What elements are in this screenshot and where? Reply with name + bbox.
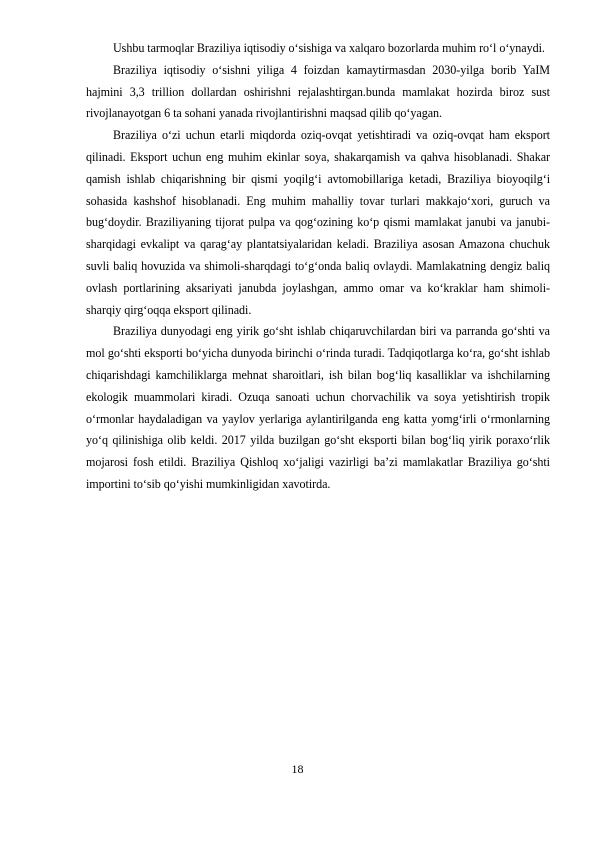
paragraph-2: Braziliya iqtisodiy oʻsishni yiliga 4 foizdan kamaytirmasdan 2030-yilga borib YaIM hajmini 3,3 trillion dollardan oshirishni rejalashtirgan.bunda mamlakat hozirda biroz sust rivojlanayotgan 6 ta sohani yanada rivojlantirishni maqsad qilib qoʻyagan. [86, 62, 550, 121]
paragraph-4: Braziliya dunyodagi eng yirik goʻsht ishlab chiqaruvchilardan biri va parranda goʻshti va mol goʻshti eksporti boʻyicha dunyoda birinchi oʻrinda turadi. Tadqiqotlarga koʻra, goʻsht ishlab chiqarishdagi kamchiliklarga mehnat sharoitlari, ish bilan bogʻliq kasalliklar va ishchilarning ekologik muammolari kiradi. Ozuqa sanoati uchun chorvachilik va soya yetishtirish tropik oʻrmonlar haydaladigan va yaylov yerlariga aylantirilganda eng katta yomgʻirli oʻrmonlarning yoʻq qilinishiga olib keldi. 2017 yilda buzilgan goʻsht eksporti bilan bogʻliq yirik poraxoʻrlik mojarosi fosh etildi. Braziliya Qishloq xoʻjaligi vazirligi baʼzi mamlakatlar Braziliya goʻshti importini toʻsib qoʻyishi mumkinligidan xavotirda. [86, 324, 550, 491]
document-page [86, 38, 550, 496]
page-number: 18 [291, 762, 304, 776]
paragraph-1: Ushbu tarmoqlar Braziliya iqtisodiy oʻsishiga va xalqaro bozorlarda muhim roʻl oʻynaydi. [113, 41, 545, 55]
paragraph-3: Braziliya oʻzi uchun etarli miqdorda oziq-ovqat yetishtiradi va oziq-ovqat ham eksport qilinadi. Eksport uchun eng muhim ekinlar soya, shakarqamish va qahva hisoblanadi. Shakar qamish ishlab chiqarishning bir qismi yoqilgʻi avtomobillariga ketadi, Braziliya bioyoqilgʻi sohasida kashshof hisoblanadi. Eng muhim mahalliy tovar turlari makkajoʻxori, guruch va bugʻdoydir. Braziliyaning tijorat pulpa va qogʻozining koʻp qismi mamlakat janubi va janubi-sharqidagi evkalipt va qaragʻay plantatsiyalaridan keladi. Braziliya asosan Amazona chuchuk suvli baliq hovuzida va shimoli-sharqdagi toʻgʻonda baliq ovlaydi. Mamlakatning dengiz baliq ovlash portlarining aksariyati janubda joylashgan, ammo omar va koʻkraklar ham shimoli-sharqiy qirgʻoqqa eksport qilinadi. [86, 128, 550, 317]
